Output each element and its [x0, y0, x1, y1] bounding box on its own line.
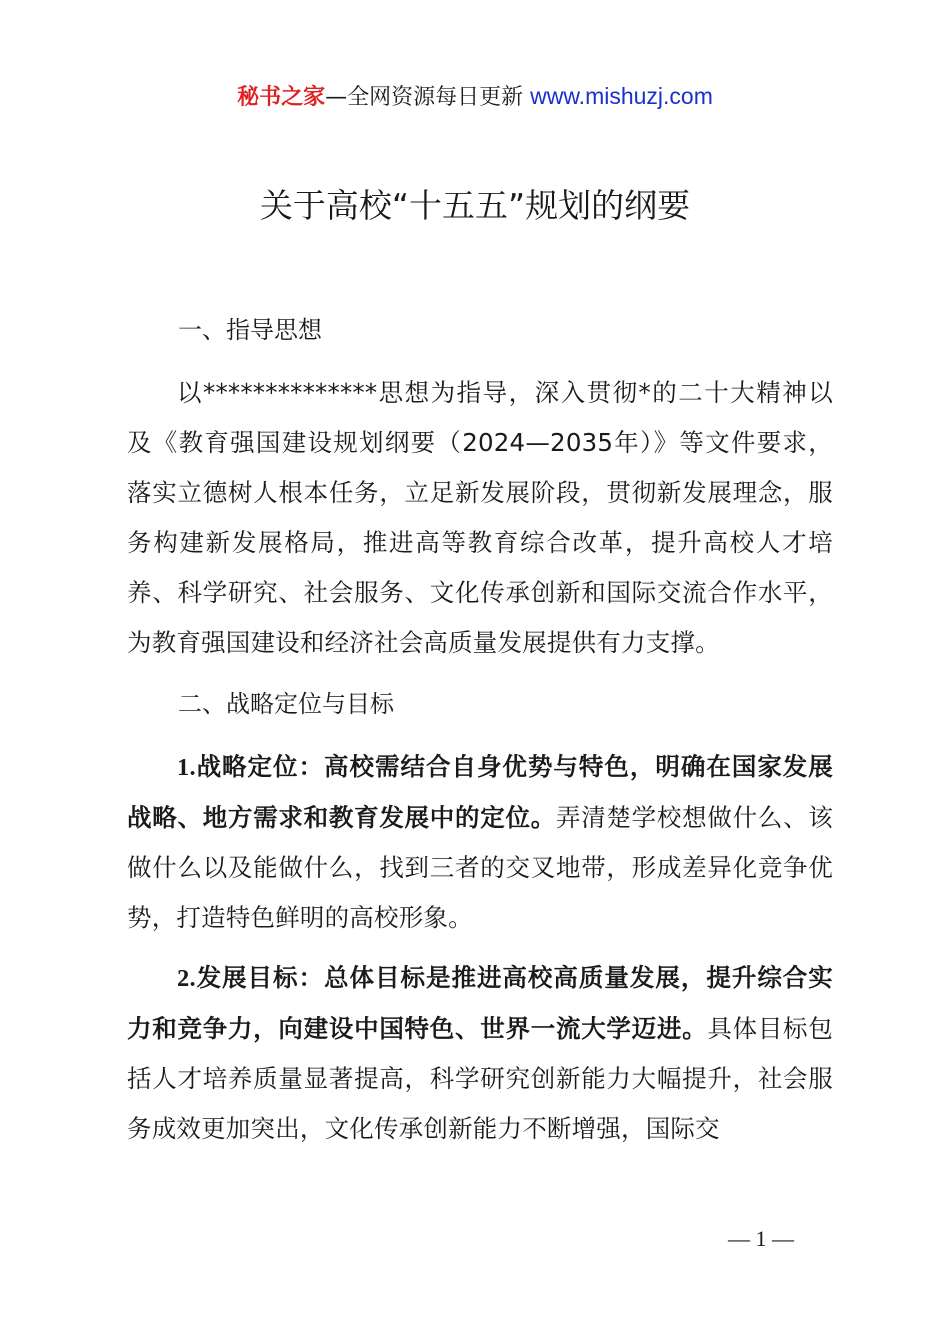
paragraph-strategic-positioning — [127, 742, 833, 943]
body-text-positioning: 弄清楚学校想做什么、该做什么以及能做什么，找到三者的交叉地带，形成差异化竞争优势，打造特色鲜明的高校形象。 — [127, 803, 833, 932]
page-number: — 1 — — [728, 1226, 794, 1251]
item-number: 2. — [177, 965, 196, 992]
section-heading-guiding-ideology: 一、指导思想 — [178, 316, 322, 344]
header-tagline: —全网资源每日更新 — [325, 85, 531, 110]
body-text-goals: 具体目标包括人才培养质量显著提高，科学研究创新能力大幅提升，社会服务成效更加突出，文化传承创新能力不断增强，国际交 — [127, 1014, 833, 1143]
brand-name: 秘书之家 — [237, 85, 326, 110]
site-url-link[interactable]: www.mishuzj.com — [530, 83, 713, 109]
bold-lead-goals: 发展目标：总体目标是推进高校高质量发展，提升综合实力和竞争力，向建设中国特色、世界一流大学迈进。 — [127, 963, 833, 1043]
item-number: 1. — [177, 754, 196, 781]
header-banner — [0, 80, 950, 114]
paragraph-guiding-ideology: 以**************思想为指导，深入贯彻*的二十大精神以及《教育强国建设规划纲要（2024—2035年）》等文件要求，落实立德树人根本任务，立足新发展阶段，贯彻新发展理念，服务构建新发展格局，推进高等教育综合改革，提升高校人才培养、科学研究、社会服务、文化传承创新和国际交流合作水平，为教育强国建设和经济社会高质量发展提供有力支撑。 — [127, 378, 833, 657]
document-title: 关于高校“十五五”规划的纲要 — [259, 186, 691, 225]
paragraph-development-goals — [127, 953, 833, 1154]
section-heading-strategy-goals: 二、战略定位与目标 — [178, 690, 394, 718]
bold-lead-positioning: 战略定位：高校需结合自身优势与特色，明确在国家发展战略、地方需求和教育发展中的定位。 — [127, 752, 833, 832]
